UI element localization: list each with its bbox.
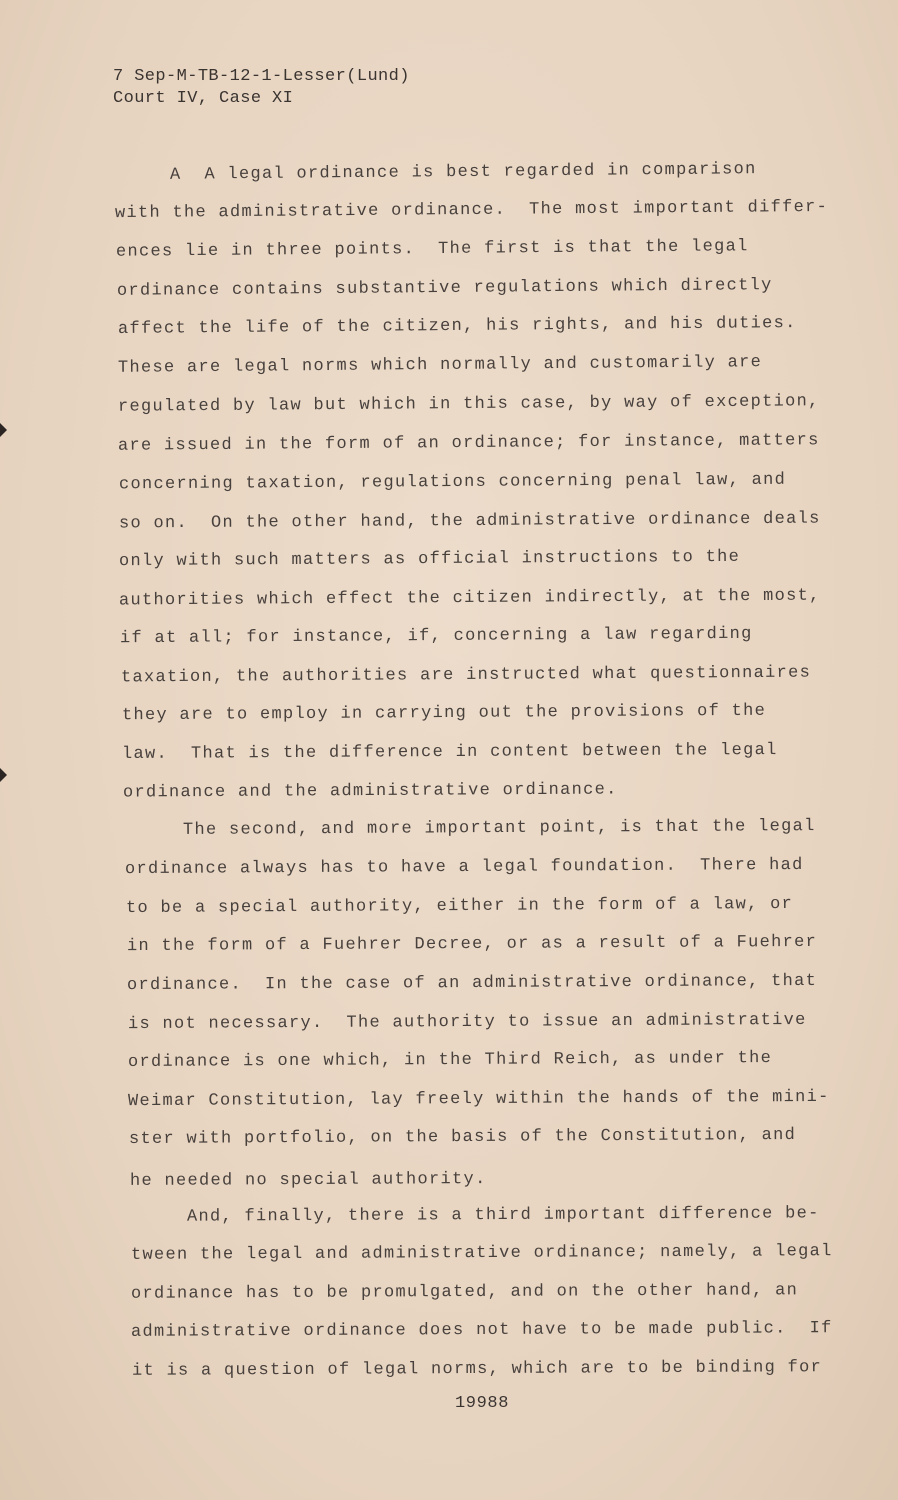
body-line-16: law. That is the difference in content between the legal (121, 740, 778, 765)
body-line-26: ster with portfolio, on the basis of the Constitution, and (128, 1125, 797, 1150)
left-edge-mark-bottom (0, 768, 7, 782)
body-line-3: ences lie in three points. The first is that the legal (115, 237, 749, 262)
body-line-12: authorities which effect the citizen indirectly, at the most, (118, 586, 821, 611)
body-line-20: to be a special authority, either in the form of a law, or (125, 894, 794, 919)
body-line-30: ordinance has to be promulgated, and on the other hand, an (130, 1281, 799, 1304)
page-number: 19988 (455, 1394, 510, 1413)
body-line-27: he needed no special authority. (129, 1170, 487, 1191)
body-line-8: are issued in the form of an ordinance; for instance, matters (117, 431, 820, 456)
body-line-6: These are legal norms which normally and customarily are (117, 353, 763, 378)
body-line-25: Weimar Constitution, lay freely within the hands of the mini- (127, 1087, 830, 1112)
body-line-14: taxation, the authorities are instructed what questionnaires (120, 663, 812, 688)
body-line-5: affect the life of the citizen, his rights, and his duties. (117, 314, 797, 339)
reference-code: 7 Sep-M-TB-12-1-Lesser(Lund) (113, 67, 410, 86)
body-line-23: is not necessary. The authority to issue an administrative (127, 1010, 807, 1035)
left-edge-mark-top (0, 423, 7, 437)
body-line-2: with the administrative ordinance. The most important differ- (114, 197, 829, 224)
body-line-11: only with such matters as official instructions to the (118, 547, 741, 572)
body-line-18: The second, and more important point, is that the legal (182, 817, 816, 840)
body-line-17: ordinance and the administrative ordinance. (122, 780, 618, 803)
document-header (113, 66, 410, 110)
court-case: Court IV, Case XI (113, 89, 294, 108)
body-line-15: they are to employ in carrying out the provisions of the (121, 701, 767, 726)
body-line-32: it is a question of legal norms, which are to be binding for (131, 1358, 823, 1381)
body-line-13: if at all; for instance, if, concerning a law regarding (119, 624, 753, 649)
body-line-10: so on. On the other hand, the administrative ordinance deals (118, 509, 821, 534)
body-line-24: ordinance is one which, in the Third Reich, as under the (127, 1049, 773, 1072)
body-line-9: concerning taxation, regulations concerning penal law, and (118, 470, 787, 495)
body-line-1: A A legal ordinance is best regarded in comparison (169, 160, 757, 185)
body-line-22: ordinance. In the case of an administrative ordinance, that (126, 971, 818, 996)
body-line-31: administrative ordinance does not have to be made public. If (130, 1319, 833, 1342)
body-line-21: in the form of a Fuehrer Decree, or as a result of a Fuehrer (126, 932, 818, 957)
body-line-4: ordinance contains substantive regulations which directly (116, 276, 773, 301)
body-line-7: regulated by law but which in this case, by way of exception, (117, 392, 820, 417)
body-line-19: ordinance always has to have a legal foundation. There had (124, 855, 804, 880)
body-line-28: And, finally, there is a third important difference be- (186, 1204, 820, 1227)
body-line-29: tween the legal and administrative ordinance; namely, a legal (130, 1242, 833, 1265)
